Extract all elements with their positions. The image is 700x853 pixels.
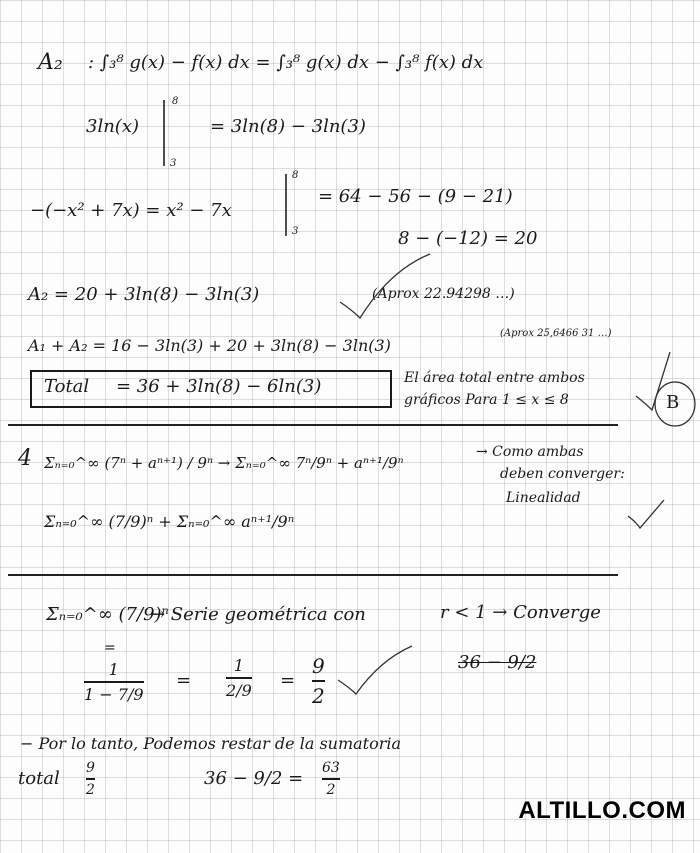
exercise-number: 4 xyxy=(18,446,32,471)
total-fraction-numerator: 9 xyxy=(86,760,95,776)
a2-approximation: (Aprox 22.94298 …) xyxy=(372,286,515,302)
linearity-note-line1: → Como ambas xyxy=(476,444,584,460)
watermark-logo: ALTILLO.COM xyxy=(518,797,686,824)
poly-lower-limit: 3 xyxy=(292,226,299,237)
checkmark-4 xyxy=(338,646,412,694)
a2-label: A₂ xyxy=(38,50,63,75)
total-word: total xyxy=(18,768,60,789)
final-expression: 36 − 9/2 = xyxy=(204,768,304,789)
section-divider-2 xyxy=(8,574,618,576)
poly-evaluation-step2: 8 − (−12) = 20 xyxy=(398,228,538,249)
conclusion-text: − Por lo tanto, Podemos restar de la sumatoria xyxy=(20,734,402,753)
ln-evaluation: = 3ln(8) − 3ln(3) xyxy=(210,116,366,137)
a2-integral-expression: : ∫₃⁸ g(x) − f(x) dx = ∫₃⁸ g(x) dx − ∫₃⁸ f(x) dx xyxy=(88,52,484,73)
fraction-1 xyxy=(84,660,144,704)
total-fraction-bar xyxy=(86,778,95,780)
linearity-note-line2: deben converger: xyxy=(500,466,625,482)
ln-antiderivative: 3ln(x) xyxy=(86,116,139,137)
fraction-1-numerator: 1 xyxy=(108,660,119,679)
struck-expression: 36 − 9/2 xyxy=(458,652,537,673)
section-divider-1 xyxy=(8,424,618,426)
linearity-note-line3: Linealidad xyxy=(506,490,581,506)
a2-result: A₂ = 20 + 3ln(8) − 3ln(3) xyxy=(28,284,260,305)
geometric-sum: Σₙ₌₀^∞ (7/9)ⁿ xyxy=(46,604,169,625)
poly-evaluation-step1: = 64 − 56 − (9 − 21) xyxy=(318,186,513,207)
polynomial-antiderivative: −(−x² + 7x) = x² − 7x xyxy=(30,200,232,221)
series-split: Σₙ₌₀^∞ (7/9)ⁿ + Σₙ₌₀^∞ aⁿ⁺¹/9ⁿ xyxy=(44,512,295,531)
total-fraction-denominator: 2 xyxy=(86,781,95,798)
ln-upper-limit: 8 xyxy=(172,96,179,107)
series-decomposition: Σₙ₌₀^∞ (7ⁿ + aⁿ⁺¹) / 9ⁿ → Σₙ₌₀^∞ 7ⁿ/9ⁿ + aⁿ⁺¹/9ⁿ xyxy=(44,454,404,472)
total-note-line2: gráficos Para 1 ≤ x ≤ 8 xyxy=(404,392,569,408)
equals-3: = xyxy=(280,670,296,691)
poly-upper-limit: 8 xyxy=(292,170,299,181)
fraction-2-bar xyxy=(226,677,252,679)
ln-lower-limit: 3 xyxy=(170,158,177,169)
total-note-line1: El área total entre ambos xyxy=(404,370,585,386)
total-fraction xyxy=(86,760,95,798)
final-result-numerator: 63 xyxy=(322,760,340,776)
equals-sign: = xyxy=(104,640,116,656)
convergence-condition: r < 1 → Converge xyxy=(440,602,601,623)
fraction-3 xyxy=(312,654,325,708)
fraction-1-denominator: 1 − 7/9 xyxy=(84,684,144,704)
sum-approximation: (Aprox 25,6466 31 …) xyxy=(500,328,612,339)
fraction-1-bar xyxy=(84,681,144,683)
final-result-denominator: 2 xyxy=(326,781,336,798)
grade-letter: B xyxy=(666,392,680,413)
total-label: Total xyxy=(44,376,90,397)
checkmark-2 xyxy=(636,352,670,410)
fraction-2-numerator: 1 xyxy=(233,656,244,675)
a1-plus-a2-sum: A₁ + A₂ = 16 − 3ln(3) + 20 + 3ln(8) − 3ln(3) xyxy=(28,336,391,355)
fraction-3-denominator: 2 xyxy=(312,683,325,708)
total-expression: = 36 + 3ln(8) − 6ln(3) xyxy=(116,376,322,397)
equals-2: = xyxy=(176,670,192,691)
fraction-3-bar xyxy=(312,680,325,682)
fraction-3-numerator: 9 xyxy=(312,654,325,678)
geometric-description: → Serie geométrica con xyxy=(150,604,366,625)
fraction-2-denominator: 2/9 xyxy=(226,680,252,700)
fraction-2 xyxy=(226,656,252,700)
final-result xyxy=(322,760,340,798)
final-result-bar xyxy=(322,778,340,780)
checkmark-3 xyxy=(628,500,664,528)
